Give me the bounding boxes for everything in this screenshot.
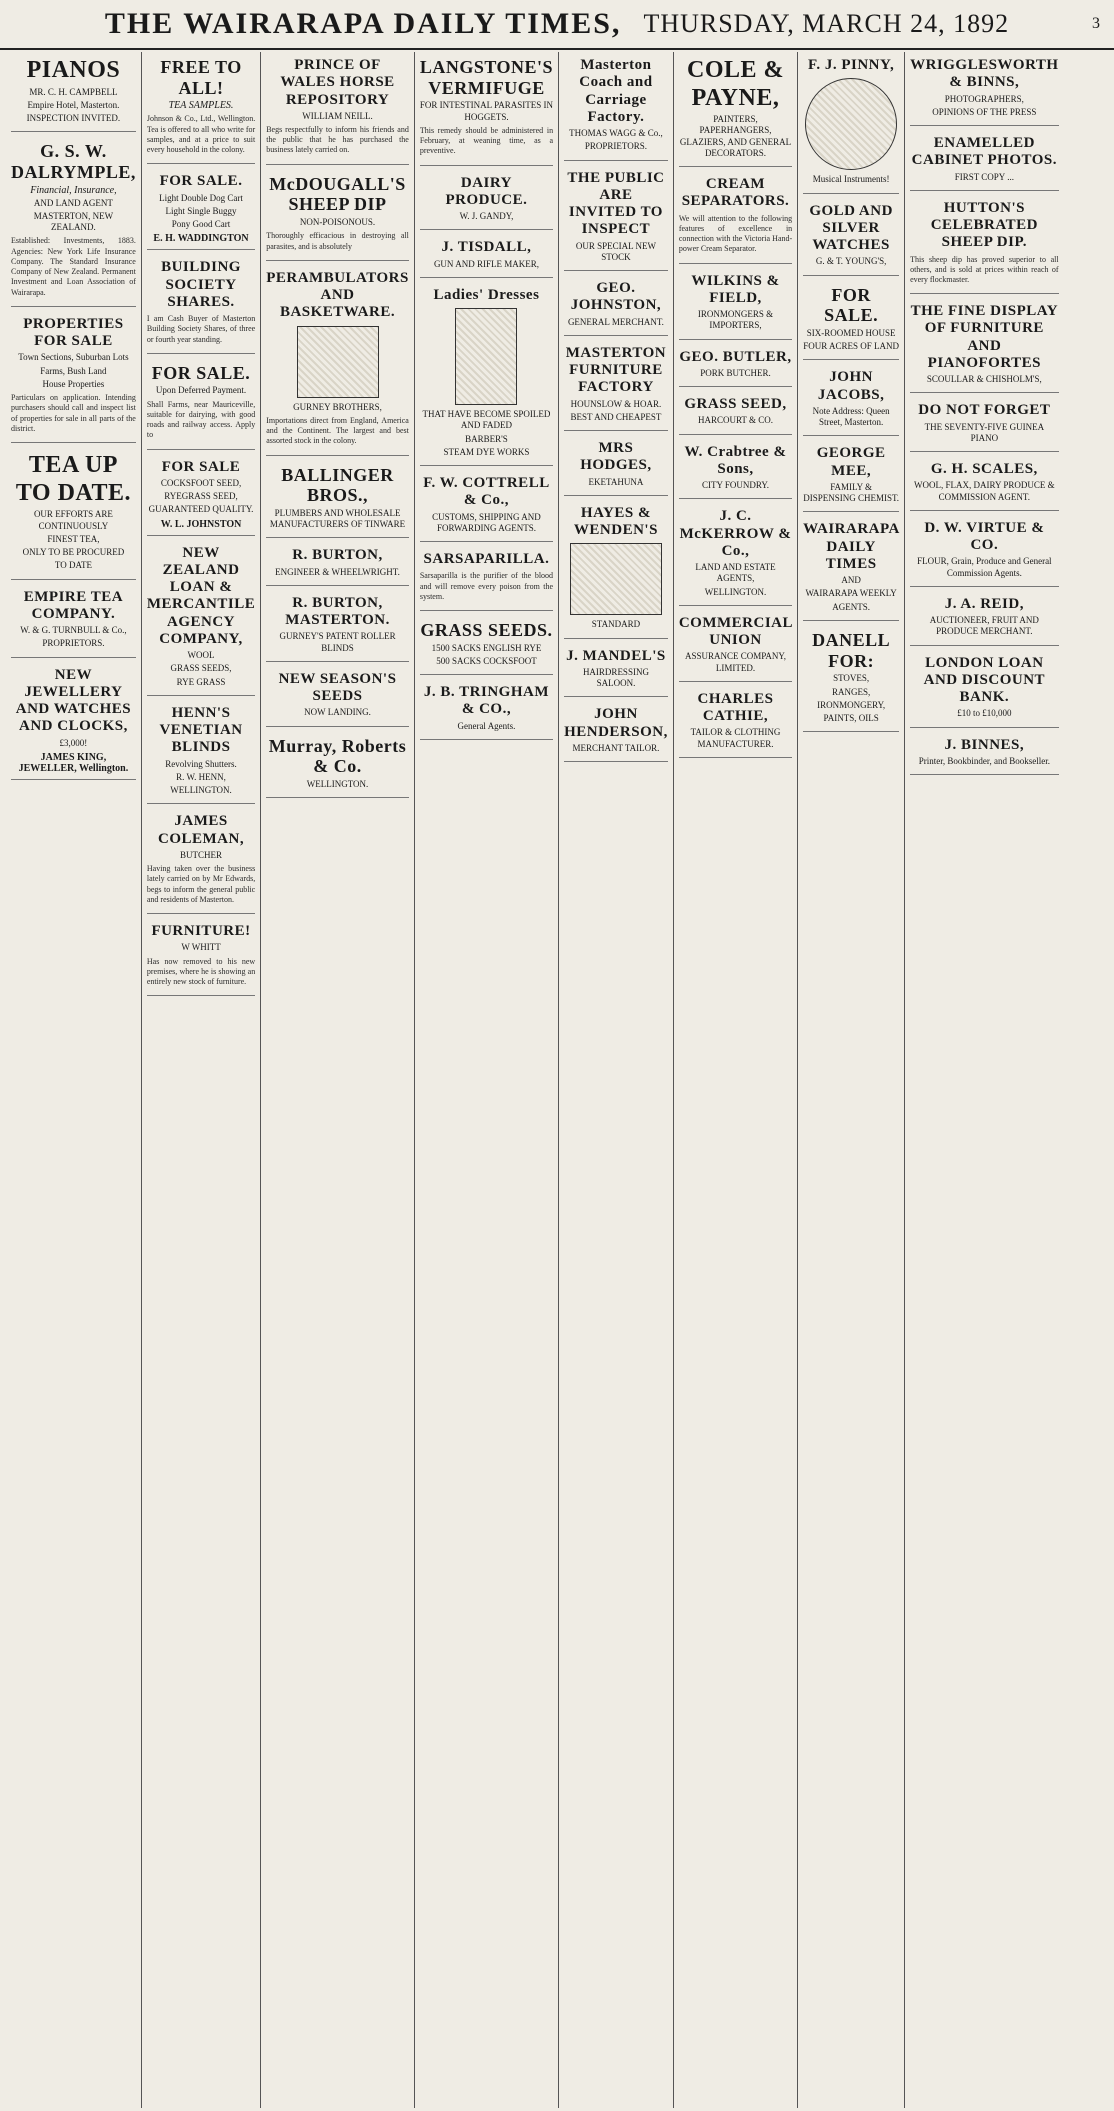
masthead bbox=[0, 0, 1114, 50]
ad-subheading: Financial, Insurance, bbox=[30, 184, 117, 196]
ad-line: MR. C. H. CAMPBELL bbox=[29, 86, 118, 97]
ad-subheading: TEA SAMPLES. bbox=[168, 100, 234, 112]
ad-line: AUCTIONEER, FRUIT AND PRODUCE MERCHANT. bbox=[929, 615, 1039, 637]
advertisement bbox=[564, 643, 668, 698]
ad-line: THE SEVENTY-FIVE GUINEA PIANO bbox=[924, 421, 1045, 443]
illustration-dress bbox=[455, 308, 517, 405]
ad-line: Light Double Dog Cart bbox=[159, 192, 243, 203]
advertisement bbox=[679, 344, 792, 388]
ad-heading: J. B. TRINGHAM & CO., bbox=[423, 684, 549, 718]
advertisement bbox=[679, 52, 792, 167]
ad-line: WELLINGTON. bbox=[704, 586, 767, 597]
ad-heading: F. J. PINNY, bbox=[808, 57, 895, 73]
ad-heading: J. A. REID, bbox=[944, 595, 1024, 612]
ad-line: FOUR ACRES OF LAND bbox=[803, 341, 900, 352]
ad-heading: THE PUBLIC ARE INVITED TO INSPECT bbox=[567, 169, 665, 238]
ad-heading: NEW SEASON'S SEEDS bbox=[278, 670, 397, 705]
ad-heading: GEO. JOHNSTON, bbox=[570, 280, 662, 314]
ad-heading: DO NOT FORGET bbox=[918, 402, 1051, 419]
ad-heading: CHARLES CATHIE, bbox=[697, 690, 774, 725]
ad-line: WOOL bbox=[187, 650, 215, 661]
advertisement bbox=[147, 540, 255, 696]
illustration-machine bbox=[570, 543, 662, 615]
column-6 bbox=[674, 52, 798, 2108]
advertisement bbox=[679, 686, 792, 758]
ad-line: FINEST TEA, bbox=[47, 533, 100, 544]
ad-line: G. & T. YOUNG'S, bbox=[815, 256, 887, 267]
ad-heading: WILKINS & FIELD, bbox=[691, 272, 780, 306]
advertisement bbox=[803, 516, 899, 621]
ad-line: W. J. GANDY, bbox=[459, 211, 514, 222]
ad-line: Musical Instruments! bbox=[812, 174, 890, 185]
column-5 bbox=[559, 52, 674, 2108]
advertisement bbox=[803, 440, 899, 512]
ad-heading: BUILDING SOCIETY SHARES. bbox=[161, 259, 241, 310]
ad-line: OUR SPECIAL NEW STOCK bbox=[575, 240, 657, 262]
advertisement bbox=[420, 234, 553, 278]
ad-heading: LONDON LOAN AND DISCOUNT BANK. bbox=[923, 654, 1046, 706]
advertisement bbox=[564, 275, 668, 336]
advertisement bbox=[266, 731, 409, 799]
ad-body-text: Has now removed to his new premises, where he is showing an entirely new stock of furniture. bbox=[146, 956, 256, 987]
ad-heading: LANGSTONE'S VERMIFUGE bbox=[419, 57, 554, 98]
advertisement bbox=[803, 625, 899, 732]
ad-heading: FOR SALE. bbox=[159, 173, 243, 190]
advertisement bbox=[11, 584, 136, 658]
ad-line: OUR EFFORTS ARE CONTINUOUSLY bbox=[33, 509, 113, 531]
ad-line: W. & G. TURNBULL & Co., bbox=[20, 625, 127, 635]
advertisement bbox=[147, 254, 255, 353]
advertisement bbox=[910, 298, 1059, 393]
advertisement bbox=[910, 515, 1059, 587]
advertisement bbox=[266, 52, 409, 165]
ad-line: IRONMONGERS & IMPORTERS, bbox=[697, 309, 774, 331]
ad-line: OPINIONS OF THE PRESS bbox=[932, 106, 1037, 117]
ad-line: CUSTOMS, SHIPPING AND FORWARDING AGENTS. bbox=[432, 511, 541, 533]
ad-heading: F. W. COTTRELL & Co., bbox=[423, 475, 550, 509]
ad-line: HOUNSLOW & HOAR. bbox=[570, 398, 662, 409]
ad-line: ENGINEER & WHEELWRIGHT. bbox=[275, 566, 400, 577]
advertisement bbox=[910, 732, 1059, 776]
ad-line: BUTCHER bbox=[180, 849, 223, 860]
advertisement bbox=[266, 666, 409, 727]
ad-line: AGENTS. bbox=[832, 601, 870, 612]
ad-heading: J. TISDALL, bbox=[441, 239, 532, 256]
ad-heading: GEORGE MEE, bbox=[816, 445, 886, 479]
ad-body-text: Sarsaparilla is the purifier of the blood and will remove every poison from the system. bbox=[419, 571, 554, 601]
advertisement bbox=[420, 679, 553, 740]
advertisement bbox=[679, 171, 792, 263]
ad-heading: MRS HODGES, bbox=[580, 440, 652, 474]
ad-line: NON-POISONOUS. bbox=[299, 217, 376, 228]
ad-line: FAMILY & DISPENSING CHEMIST. bbox=[803, 481, 900, 504]
column-8 bbox=[905, 52, 1064, 2108]
ad-line: GRASS SEEDS, bbox=[170, 663, 232, 674]
ad-line: £10 to £10,000 bbox=[957, 708, 1012, 719]
advertisement bbox=[420, 546, 553, 611]
ad-line: WELLINGTON. bbox=[306, 779, 369, 789]
advertisement bbox=[564, 165, 668, 272]
advertisement bbox=[11, 311, 136, 443]
advertisement bbox=[910, 195, 1059, 294]
ad-line: SCOULLAR & CHISHOLM'S, bbox=[926, 374, 1042, 385]
ad-line: ONLY TO BE PROCURED bbox=[22, 547, 125, 557]
ad-heading: GEO. BUTLER, bbox=[679, 348, 792, 365]
advertisement bbox=[679, 610, 792, 682]
ad-body-text: Johnson & Co., Ltd., Wellington. Tea is offered to all who write for samples, and at a price to suit every household in the colony. bbox=[146, 114, 256, 155]
ad-line: PORK BUTCHER. bbox=[700, 367, 771, 378]
advertisement bbox=[147, 454, 255, 536]
ad-line: AND bbox=[841, 575, 861, 586]
ad-line: W WHITT bbox=[181, 942, 221, 953]
ad-heading: D. W. VIRTUE & CO. bbox=[924, 519, 1045, 554]
ad-line: HAIRDRESSING SALOON. bbox=[582, 666, 649, 688]
ad-line: Light Single Buggy bbox=[165, 205, 237, 216]
advertisement bbox=[564, 701, 668, 762]
ad-body-text: We will attention to the following features of excellence in connection with the Victoria Hand-power Cream Separator. bbox=[678, 213, 793, 254]
ad-line: GURNEY BROTHERS, bbox=[293, 401, 382, 412]
ad-line: 1500 SACKS ENGLISH RYE bbox=[431, 642, 542, 653]
advertisement bbox=[420, 615, 553, 675]
ad-heading: G. H. SCALES, bbox=[930, 461, 1038, 478]
advertisement bbox=[266, 460, 409, 539]
ad-line: STOVES, bbox=[833, 673, 870, 684]
ad-heading: NEW JEWELLERY AND WATCHES AND CLOCKS, bbox=[15, 666, 132, 735]
ad-body-text: Importations direct from England, America and the Continent. The largest and best assorted stock in the colony. bbox=[266, 415, 409, 446]
advertisement bbox=[679, 391, 792, 435]
ad-heading: GRASS SEED, bbox=[684, 396, 787, 413]
ad-heading: J. BINNES, bbox=[944, 736, 1025, 753]
ad-line: THAT HAVE BECOME SPOILED AND FADED bbox=[422, 409, 551, 431]
ad-line: PHOTOGRAPHERS, bbox=[944, 93, 1024, 104]
ad-line: Upon Deferred Payment. bbox=[155, 385, 247, 396]
ad-heading: PIANOS bbox=[26, 57, 121, 83]
column-1 bbox=[6, 52, 142, 2108]
ad-heading: PROPERTIES FOR SALE bbox=[23, 315, 124, 350]
ad-heading: DANELL FOR: bbox=[812, 629, 891, 671]
ad-heading: FREE TO ALL! bbox=[160, 57, 242, 98]
ad-heading: GRASS SEEDS. bbox=[420, 620, 553, 641]
advertisement bbox=[266, 169, 409, 261]
advertisement bbox=[679, 268, 792, 340]
advertisement bbox=[266, 590, 409, 662]
advertisement bbox=[679, 503, 792, 606]
ad-line: WILLIAM NEILL. bbox=[302, 110, 373, 121]
column-7 bbox=[798, 52, 905, 2108]
ad-line: Printer, Bookbinder, and Bookseller. bbox=[918, 755, 1050, 766]
ad-heading: PERAMBULATORS AND BASKETWARE. bbox=[266, 269, 409, 321]
ad-line: INSPECTION INVITED. bbox=[26, 113, 121, 124]
advertisement bbox=[803, 198, 899, 276]
ad-line: LAND AND ESTATE AGENTS, bbox=[695, 562, 776, 584]
ad-heading: JOHN HENDERSON, bbox=[564, 706, 668, 740]
column-3 bbox=[261, 52, 415, 2108]
illustration-pram bbox=[297, 326, 379, 398]
ad-line: FIRST COPY ... bbox=[954, 171, 1014, 182]
ad-line: 500 SACKS COCKSFOOT bbox=[436, 655, 537, 666]
advertisement bbox=[803, 280, 899, 361]
ad-body-text: Begs respectfully to inform his friends and the public that he has purchased the business lately carried on. bbox=[266, 125, 409, 155]
ad-line: R. W. HENN, bbox=[176, 771, 226, 782]
ad-line: HARCOURT & CO. bbox=[697, 415, 774, 426]
advertisement bbox=[564, 500, 668, 639]
ad-heading: HAYES & WENDEN'S bbox=[573, 504, 658, 538]
ad-heading: G. S. W. DALRYMPLE, bbox=[11, 141, 136, 183]
advertisement bbox=[679, 439, 792, 500]
ad-line: SIX-ROOMED HOUSE bbox=[806, 327, 896, 338]
ad-heading: COMMERCIAL UNION bbox=[678, 614, 793, 649]
ad-line: GURNEY'S PATENT ROLLER BLINDS bbox=[279, 631, 396, 653]
ad-signature: E. H. WADDINGTON bbox=[153, 233, 249, 245]
ad-line: House Properties bbox=[42, 378, 105, 389]
advertisement bbox=[266, 265, 409, 456]
advertisement bbox=[420, 170, 553, 231]
ad-heading: WRIGGLESWORTH & BINNS, bbox=[910, 57, 1059, 91]
ad-line: WAIRARAPA WEEKLY bbox=[805, 588, 897, 599]
advertisement bbox=[147, 168, 255, 250]
ad-line: GUN AND RIFLE MAKER, bbox=[433, 258, 539, 269]
ad-heading: HENN'S VENETIAN BLINDS bbox=[159, 704, 243, 756]
ad-heading: FOR SALE. bbox=[824, 284, 879, 326]
ad-body-text: Having taken over the business lately carried on by Mr Edwards, begs to inform the general public and residents of Masterton. bbox=[146, 864, 256, 904]
ad-line: EKETAHUNA bbox=[588, 476, 644, 487]
ad-line: WELLINGTON. bbox=[170, 785, 232, 796]
advertisement bbox=[564, 52, 668, 161]
ad-line: BEST AND CHEAPEST bbox=[570, 411, 662, 422]
ad-line: STEAM DYE WORKS bbox=[443, 446, 530, 457]
ad-line: GENERAL MERCHANT. bbox=[567, 316, 664, 327]
advertisement bbox=[803, 364, 899, 436]
ad-heading: BALLINGER BROS., bbox=[281, 464, 394, 506]
ad-heading: PRINCE OF WALES HORSE REPOSITORY bbox=[280, 57, 395, 108]
ad-line: Revolving Shutters. bbox=[165, 758, 237, 769]
illustration-round bbox=[805, 78, 897, 170]
ad-heading: FURNITURE! bbox=[151, 923, 251, 940]
advertisement bbox=[910, 591, 1059, 646]
advertisement bbox=[147, 358, 255, 450]
advertisement-columns bbox=[6, 52, 1108, 2108]
ad-heading: SARSAPARILLA. bbox=[423, 551, 550, 568]
ad-line: CITY FOUNDRY. bbox=[701, 480, 769, 491]
ad-heading: Murray, Roberts & Co. bbox=[268, 735, 407, 777]
ad-line: PAINTS, OILS bbox=[823, 713, 879, 723]
ad-heading: MASTERTON FURNITURE FACTORY bbox=[565, 344, 667, 396]
ad-signature: W. L. JOHNSTON bbox=[160, 518, 242, 530]
ad-heading: R. BURTON, bbox=[292, 547, 383, 564]
ad-heading: J. MANDEL'S bbox=[566, 647, 666, 664]
ad-heading: TEA UP TO DATE. bbox=[15, 452, 131, 506]
advertisement bbox=[11, 447, 136, 579]
ad-line: PLUMBERS AND WHOLESALE MANUFACTURERS OF TINWARE bbox=[269, 507, 406, 530]
ad-line: Empire Hotel, Masterton. bbox=[27, 99, 120, 110]
ad-body-text: I am Cash Buyer of Masterton Building Society Shares, of three or fourth year standing. bbox=[146, 314, 256, 344]
ad-heading: R. BURTON, MASTERTON. bbox=[285, 594, 390, 629]
ad-line: RANGES, bbox=[831, 686, 871, 697]
ad-line: ASSURANCE COMPANY, LIMITED. bbox=[684, 651, 787, 673]
ad-line: Town Sections, Suburban Lots bbox=[18, 352, 129, 363]
ad-heading: FOR SALE bbox=[161, 458, 241, 475]
advertisement bbox=[11, 136, 136, 307]
advertisement bbox=[564, 435, 668, 496]
ad-heading: NEW ZEALAND LOAN & MERCANTILE AGENCY COMPANY, bbox=[146, 544, 256, 647]
ad-line: WOOL, FLAX, DAIRY PRODUCE & COMMISSION AGENT. bbox=[914, 480, 1055, 502]
ad-heading: ENAMELLED CABINET PHOTOS. bbox=[911, 135, 1057, 169]
ad-body-text: This sheep dip has proved superior to all others, and is sold at prices within reach of every flockmaster. bbox=[910, 254, 1059, 284]
ad-line: THOMAS WAGG & Co., bbox=[569, 128, 663, 138]
advertisement bbox=[147, 700, 255, 805]
ad-line: Pony Good Cart bbox=[171, 219, 231, 230]
ad-line: PAINTERS, PAPERHANGERS, GLAZIERS, AND GENERAL DECORATORS. bbox=[679, 114, 792, 158]
page-number: 3 bbox=[1092, 15, 1100, 32]
ad-line: COCKSFOOT SEED, bbox=[160, 477, 242, 488]
ad-line: NOW LANDING. bbox=[304, 707, 371, 718]
advertisement bbox=[420, 470, 553, 542]
ad-heading: WAIRARAPA DAILY TIMES bbox=[803, 521, 900, 572]
advertisement bbox=[564, 340, 668, 431]
advertisement bbox=[266, 542, 409, 586]
ad-heading: EMPIRE TEA COMPANY. bbox=[23, 588, 124, 622]
ad-body-text: Shall Farms, near Mauriceville, suitable for dairying, with good roads and railway access. Apply to bbox=[146, 399, 256, 440]
ad-body-text: Established: Investments, 1883. Agencies: New York Life Insurance Company. The Standard Insurance Company of New Zealand. Permanent Investment and Loan Association of Wairarapa. bbox=[11, 236, 136, 297]
advertisement bbox=[910, 52, 1059, 126]
ad-line: STANDARD bbox=[591, 619, 641, 630]
advertisement bbox=[11, 52, 136, 132]
ad-line: £3,000! bbox=[59, 737, 88, 748]
advertisement bbox=[11, 662, 136, 780]
ad-signature: JAMES KING, JEWELLER, Wellington. bbox=[18, 751, 129, 774]
ad-heading: JOHN JACOBS, bbox=[817, 369, 885, 403]
ad-heading: Masterton Coach and Carriage Factory. bbox=[579, 57, 653, 125]
ad-line: TAILOR & CLOTHING MANUFACTURER. bbox=[690, 727, 781, 749]
ad-line: IRONMONGERY, bbox=[817, 699, 886, 710]
ad-heading: COLE & PAYNE, bbox=[686, 57, 784, 111]
ad-line: TO DATE bbox=[54, 560, 92, 571]
ad-heading: CREAM SEPARATORS. bbox=[681, 176, 790, 210]
ad-heading: DAIRY PRODUCE. bbox=[445, 174, 528, 208]
column-2 bbox=[142, 52, 261, 2108]
ad-heading: GOLD AND SILVER WATCHES bbox=[809, 202, 893, 253]
advertisement bbox=[910, 650, 1059, 728]
advertisement bbox=[420, 52, 553, 166]
ad-line: General Agents. bbox=[457, 720, 516, 731]
ad-line: PROPRIETORS. bbox=[42, 638, 105, 649]
ad-line: BARBER'S bbox=[465, 433, 508, 444]
issue-date: THURSDAY, MARCH 24, 1892 bbox=[643, 9, 1010, 38]
newspaper-title: THE WAIRARAPA DAILY TIMES, bbox=[104, 7, 622, 40]
advertisement bbox=[910, 130, 1059, 191]
ad-line: RYE GRASS bbox=[176, 676, 226, 687]
ad-line: Farms, Bush Land bbox=[40, 365, 107, 376]
ad-heading: THE FINE DISPLAY OF FURNITURE AND PIANOFORTES bbox=[910, 303, 1059, 371]
ad-line: RYEGRASS SEED, bbox=[164, 491, 238, 502]
ad-heading: FOR SALE. bbox=[151, 362, 251, 383]
ad-line: PROPRIETORS. bbox=[584, 141, 647, 152]
advertisement bbox=[803, 52, 899, 194]
advertisement bbox=[420, 282, 553, 466]
advertisement bbox=[910, 456, 1059, 511]
column-4 bbox=[415, 52, 559, 2108]
ad-heading: McDOUGALL'S SHEEP DIP bbox=[269, 173, 406, 215]
ad-body-text: This remedy should be administered in February, at weaning time, as a preventive. bbox=[419, 125, 554, 156]
ad-heading: Ladies' Dresses bbox=[433, 286, 540, 303]
advertisement bbox=[147, 808, 255, 914]
ad-heading: J. C. McKERROW & Co., bbox=[679, 508, 792, 559]
ad-body-text: Thoroughly efficacious in destroying all parasites, and is absolutely bbox=[266, 231, 409, 251]
ad-line: MASTERTON, NEW ZEALAND. bbox=[33, 210, 114, 233]
advertisement bbox=[147, 918, 255, 996]
ad-line: FOR INTESTINAL PARASITES IN HOGGETS. bbox=[419, 100, 553, 122]
ad-heading: HUTTON'S CELEBRATED SHEEP DIP. bbox=[930, 199, 1038, 251]
ad-body-text: Particulars on application. Intending purchasers should call and inspect list of properties for sale in all parts of the district. bbox=[11, 393, 136, 433]
ad-line: FLOUR, Grain, Produce and General Commission Agents. bbox=[917, 556, 1052, 578]
ad-heading: JAMES COLEMAN, bbox=[157, 813, 245, 847]
advertisement bbox=[147, 52, 255, 164]
ad-line: MERCHANT TAILOR. bbox=[572, 742, 660, 753]
ad-line: Note Address: Queen Street, Masterton. bbox=[812, 405, 890, 428]
advertisement bbox=[910, 397, 1059, 452]
ad-heading: W. Crabtree & Sons, bbox=[684, 443, 787, 477]
ad-line: AND LAND AGENT bbox=[33, 197, 113, 208]
ad-line: GUARANTEED QUALITY. bbox=[148, 504, 254, 515]
